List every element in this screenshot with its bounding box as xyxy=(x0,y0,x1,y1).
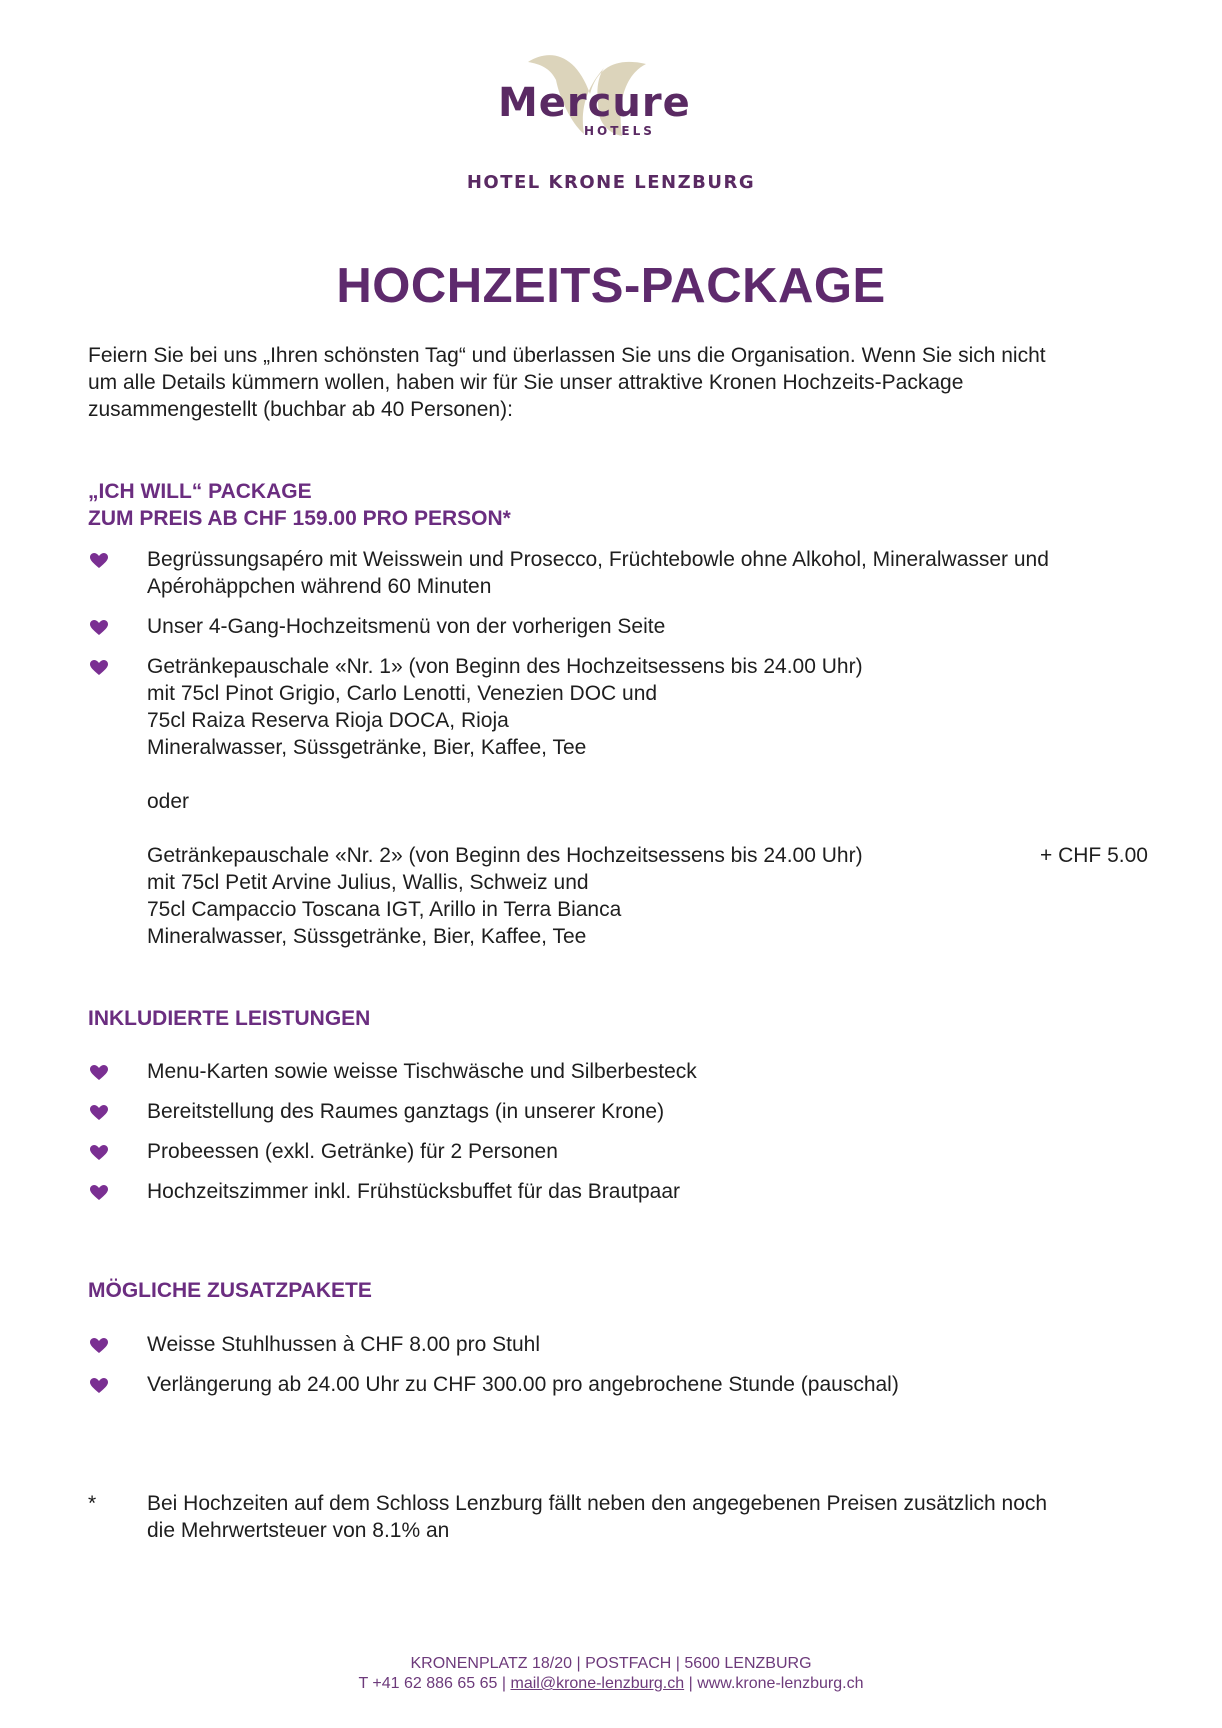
package-heading xyxy=(88,478,511,532)
heart-icon xyxy=(90,660,108,676)
footer-web: | www.krone-lenzburg.ch xyxy=(684,1675,864,1692)
item-line: Apérohäppchen während 60 Minuten xyxy=(147,575,492,598)
intro-line: um alle Details kümmern wollen, haben wir für Sie unser attraktive Kronen Hochzeits-Package xyxy=(88,371,964,394)
item-line: 75cl Campaccio Toscana IGT, Arillo in Terra Bianca xyxy=(147,898,622,921)
footnote-text xyxy=(147,1490,1137,1544)
drink-option-2 xyxy=(88,842,1148,950)
item-line: Begrüssungsapéro mit Weisswein und Prosecco, Früchtebowle ohne Alkohol, Mineralwasser und xyxy=(147,548,1049,571)
list-item xyxy=(88,1178,1148,1205)
footnote-marker: * xyxy=(88,1492,97,1515)
heart-icon xyxy=(90,1105,108,1121)
list-item xyxy=(88,1058,1148,1085)
item-line: mit 75cl Petit Arvine Julius, Wallis, Schweiz und xyxy=(147,871,589,894)
footnote-line: Bei Hochzeiten auf dem Schloss Lenzburg fällt neben den angegebenen Preisen zusätzlich noch xyxy=(147,1492,1048,1515)
or-text: oder xyxy=(147,790,190,813)
heart-icon xyxy=(90,1378,108,1394)
item-line: Mineralwasser, Süssgetränke, Bier, Kaffee, Tee xyxy=(147,925,587,948)
list-item xyxy=(88,653,1148,761)
intro-line: zusammengestellt (buchbar ab 40 Personen): xyxy=(88,398,513,421)
intro-line: Feiern Sie bei uns „Ihren schönsten Tag“ und überlassen Sie uns die Organisation. Wenn Sie sich nicht xyxy=(88,344,1046,367)
footer-address: KRONENPLATZ 18/20 | POSTFACH | 5600 LENZBURG xyxy=(410,1655,812,1672)
item-line: Unser 4-Gang-Hochzeitsmenü von der vorherigen Seite xyxy=(147,615,666,638)
item-line: Mineralwasser, Süssgetränke, Bier, Kaffee, Tee xyxy=(147,736,587,759)
item-line: Verlängerung ab 24.00 Uhr zu CHF 300.00 pro angebrochene Stunde (pauschal) xyxy=(147,1373,899,1396)
list-item xyxy=(88,1098,1148,1125)
list-item xyxy=(88,1371,1148,1398)
footer-contact xyxy=(0,1674,1222,1694)
or-separator xyxy=(88,788,1148,815)
list-item xyxy=(88,1331,1148,1358)
item-line: mit 75cl Pinot Grigio, Carlo Lenotti, Venezien DOC und xyxy=(147,682,658,705)
item-line: Menu-Karten sowie weisse Tischwäsche und Silberbesteck xyxy=(147,1060,697,1083)
item-line: Weisse Stuhlhussen à CHF 8.00 pro Stuhl xyxy=(147,1333,540,1356)
intro-paragraph xyxy=(88,342,1138,423)
item-line: Probeessen (exkl. Getränke) für 2 Personen xyxy=(147,1140,558,1163)
included-list xyxy=(88,1058,1148,1205)
logo-subtitle: HOTELS xyxy=(584,124,655,138)
extras-heading: MÖGLICHE ZUSATZPAKETE xyxy=(88,1279,372,1302)
footer-email-link[interactable]: mail@krone-lenzburg.ch xyxy=(510,1675,685,1692)
item-line: Hochzeitszimmer inkl. Frühstücksbuffet für das Brautpaar xyxy=(147,1180,680,1203)
list-item xyxy=(88,613,1148,640)
item-line: Getränkepauschale «Nr. 2» (von Beginn des Hochzeitsessens bis 24.00 Uhr) xyxy=(147,844,863,867)
heart-icon xyxy=(90,1065,108,1081)
extras-list xyxy=(88,1331,1148,1398)
heart-icon xyxy=(90,1185,108,1201)
heart-icon xyxy=(90,1145,108,1161)
item-line: 75cl Raiza Reserva Rioja DOCA, Rioja xyxy=(147,709,509,732)
page-title: HOCHZEITS-PACKAGE xyxy=(336,259,886,313)
list-item xyxy=(88,1138,1148,1165)
item-line: Bereitstellung des Raumes ganztags (in unserer Krone) xyxy=(147,1100,665,1123)
package-heading-title: „ICH WILL“ PACKAGE xyxy=(88,480,312,503)
mercure-logo xyxy=(480,44,720,144)
heart-icon xyxy=(90,553,108,569)
heart-icon xyxy=(90,1338,108,1354)
item-line: Getränkepauschale «Nr. 1» (von Beginn des Hochzeitsessens bis 24.00 Uhr) xyxy=(147,655,863,678)
package-list xyxy=(88,546,1148,950)
footnote-line: die Mehrwertsteuer von 8.1% an xyxy=(147,1519,450,1542)
footer-phone: T +41 62 886 65 65 | xyxy=(358,1675,511,1692)
list-item xyxy=(88,546,1148,600)
surcharge-price: + CHF 5.00 xyxy=(1040,844,1148,867)
logo-wordmark: Mercure xyxy=(498,80,691,126)
included-heading: INKLUDIERTE LEISTUNGEN xyxy=(88,1007,371,1030)
hotel-name: HOTEL KRONE LENZBURG xyxy=(466,172,756,193)
package-heading-price: ZUM PREIS AB CHF 159.00 PRO PERSON* xyxy=(88,507,511,530)
heart-icon xyxy=(90,620,108,636)
